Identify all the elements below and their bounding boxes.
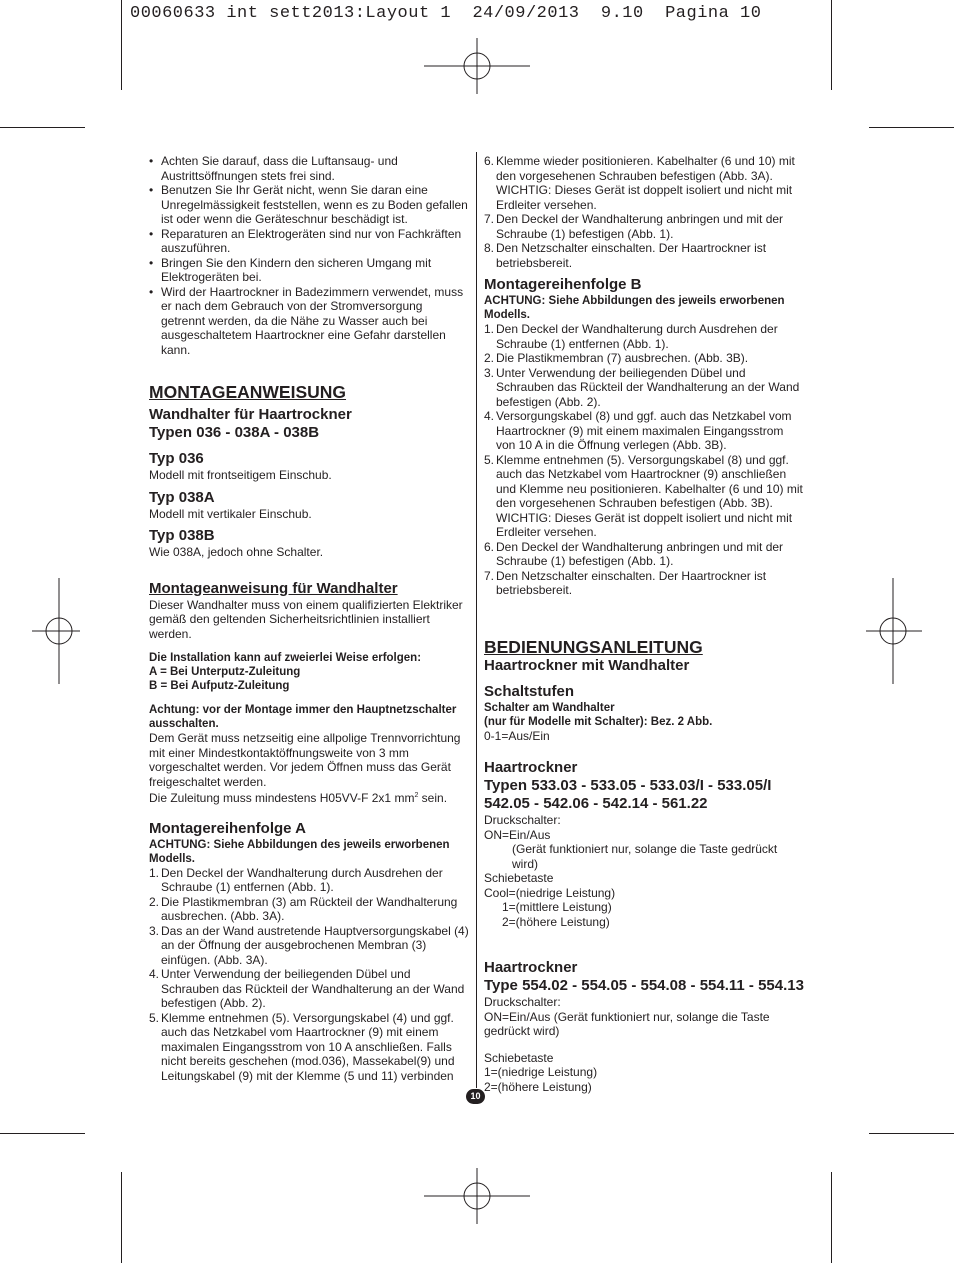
list-item: 3. Das an der Wand austretende Hauptversorgungskabel (4) an der Öffnung der ausgebrochenen Membran (3) einfügen. (Abb. 3A). <box>149 923 469 967</box>
list-item: 6. Den Deckel der Wandhalterung anbringen und mit der Schraube (1) befestigen (Abb. 1). <box>484 539 784 568</box>
haartrockner-wand-heading: Haartrockner mit Wandhalter <box>484 656 690 674</box>
list-item: • Benutzen Sie Ihr Gerät nicht, wenn Sie daran eine Unregelmässigkeit feststellen, wenn es zu Boden gefallen ist oder wenn die Geräteschnur beschädigt ist. <box>149 183 469 227</box>
left-column <box>149 154 469 1083</box>
crop-mark <box>869 1133 954 1134</box>
registration-mark-bottom <box>424 1168 530 1224</box>
druckschalter-label: Druckschalter: <box>484 995 561 1009</box>
typ036-heading: Typ 036 <box>149 450 204 467</box>
schiebetaste-cool: Cool=(niedrige Leistung) <box>484 885 616 900</box>
list-item: 2. Die Plastikmembran (3) am Rückteil der Wandhalterung ausbrechen. (Abb. 3A). <box>149 894 458 923</box>
typ036-text: Modell mit frontseitigem Einschub. <box>149 468 332 482</box>
install-option-a: A = Bei Unterputz-Zuleitung <box>149 666 301 678</box>
install-line: Die Installation kann auf zweierlei Weise erfolgen: <box>149 652 422 664</box>
typen-heading: Typen 036 - 038A - 038B <box>149 424 320 441</box>
montage-heading: MONTAGEANWEISUNG <box>149 382 347 402</box>
list-item: 7. Den Deckel der Wandhalterung anbringen und mit der Schraube (1) befestigen (Abb. 1). <box>484 212 784 241</box>
registration-mark-top <box>424 38 530 94</box>
list-item: 6. Klemme wieder positionieren. Kabelhalter (6 und 10) mit den vorgesehenen Schrauben befestigen (Abb. 3A). WICHTIG: Dieses Gerät ist doppelt isoliert und nicht mit Erdleiter versehen. <box>484 154 795 212</box>
achtung-montage: Achtung: vor der Montage immer den Hauptnetzschalter ausschalten. <box>149 704 457 730</box>
haartrockner-heading-2: Haartrockner <box>484 959 578 976</box>
typ038a-text: Modell mit vertikaler Einschub. <box>149 506 312 521</box>
bedienung-heading: BEDIENUNGSANLEITUNG <box>484 636 703 657</box>
haartrockner-typen: Typen 533.03 - 533.05 - 533.03/I - 533.05/I 542.05 - 542.06 - 542.14 - 561.22 <box>484 777 772 812</box>
folge-a-steps-continued <box>484 154 804 270</box>
schiebetaste-1: 1=(mittlere Leistung) <box>502 900 612 914</box>
typ038a-heading: Typ 038A <box>149 488 215 506</box>
druckschalter-label: Druckschalter: <box>484 813 561 827</box>
safety-list <box>149 154 469 357</box>
folge-a-heading: Montagereihenfolge A <box>149 819 306 837</box>
registration-mark-left <box>32 578 80 684</box>
crop-mark <box>869 127 954 128</box>
list-item: 2. Die Plastikmembran (7) ausbrechen. (Abb. 3B). <box>484 351 749 365</box>
haartrockner-heading: Haartrockner <box>484 759 578 776</box>
list-item: • Reparaturen an Elektrogeräten sind nur von Fachkräften auszuführen. <box>149 227 469 256</box>
schalter-line: Schalter am Wandhalter <box>484 701 615 714</box>
folge-a-achtung: ACHTUNG: Siehe Abbildungen des jeweils erworbenen Modells. <box>149 838 450 865</box>
list-item: 3. Unter Verwendung der beiliegenden Dübel und Schrauben das Rückteil der Wandhalterung an der Wand befestigen (Abb. 2). <box>484 365 800 409</box>
schiebetaste-2: 2=(höhere Leistung) <box>502 914 610 929</box>
list-item: 7. Den Netzschalter einschalten. Der Haartrockner ist betriebsbereit. <box>484 568 767 597</box>
druckschalter-on: ON=Ein/Aus (Gerät funktioniert nur, solange die Taste gedrückt wird) <box>484 1009 770 1038</box>
crop-mark <box>0 127 85 128</box>
folge-b-achtung: ACHTUNG: Siehe Abbildungen des jeweils erworbenen Modells. <box>484 295 785 321</box>
typ038b-heading: Typ 038B <box>149 527 215 544</box>
zuleitung-text <box>149 789 469 806</box>
schalter-line: 0-1=Aus/Ein <box>484 728 550 743</box>
list-item: • Bringen Sie den Kindern den sicheren Umgang mit Elektrogeräten bei. <box>149 256 469 285</box>
list-item: 5. Klemme entnehmen (5). Versorgungskabel (4) und ggf. auch das Netzkabel vom Haartrockner (9) mit einem maximalen Eingangsstrom von 10 A anschließen. Falls nicht bereits geschehen (mod.036), Massekabel(9) und Leitungskabel (9) mit der Klemme (5 und 11) verbinden <box>149 1010 455 1083</box>
list-item: 8. Den Netzschalter einschalten. Der Haartrockner ist betriebsbereit. <box>484 241 767 270</box>
list-item: 1. Den Deckel der Wandhalterung durch Ausdrehen der Schraube (1) entfernen (Abb. 1). <box>484 322 778 351</box>
schiebetaste-label: Schiebetaste <box>484 871 554 885</box>
list-item: 1. Den Deckel der Wandhalterung durch Ausdrehen der Schraube (1) entfernen (Abb. 1). <box>149 865 443 894</box>
schiebetaste-1: 1=(niedrige Leistung) <box>484 1065 598 1079</box>
page-number: 10 <box>466 1089 485 1104</box>
column-divider <box>476 152 477 1088</box>
print-slug: 00060633 int sett2013:Layout 1 24/09/2013 9.10 Pagina 10 <box>130 4 762 23</box>
druckschalter-note: (Gerät funktioniert nur, solange die Taste gedrückt wird) <box>512 842 778 871</box>
schaltstufen-heading: Schaltstufen <box>484 682 575 700</box>
crop-mark <box>0 1133 85 1134</box>
list-item: 4. Unter Verwendung der beiliegenden Dübel und Schrauben das Rückteil der Wandhalterung an der Wand befestigen (Abb. 2). <box>149 967 465 1010</box>
wandhalter-montage-heading: Montageanweisung für Wandhalter <box>149 579 398 597</box>
schalter-line: (nur für Modelle mit Schalter): Bez. 2 Abb. <box>484 715 713 728</box>
list-item: 5. Klemme entnehmen (5). Versorgungskabel (8) und ggf. auch das Netzkabel vom Haartrockner (9) anschließen und Klemme neu positionieren. Kabelhalter (6 und 10) mit den vorgesehenen Schrauben befestigen (Abb. 3B). WICHTIG: Dieses Gerät ist doppelt isoliert und nicht mit Erdleiter versehen. <box>484 452 803 539</box>
zuleitung-sup: 2 <box>414 792 419 799</box>
zuleitung-pre: Die Zuleitung muss mindestens H05VV-F 2x1 mm <box>149 791 415 805</box>
list-item: • Achten Sie darauf, dass die Luftansaug- und Austrittsöffnungen stets frei sind. <box>149 154 469 183</box>
trenn-text: Dem Gerät muss netzseitig eine allpolige Trennvorrichtung mit einer Mindestkontaktöffnungsweite von 3 mm vorgeschaltet werden. Vor jedem Öffnen muss das Gerät freigeschaltet werden. <box>149 731 461 789</box>
haartrockner-typen-2: Type 554.02 - 554.05 - 554.08 - 554.11 - 554.13 <box>484 977 804 994</box>
schiebetaste-2: 2=(höhere Leistung) <box>484 1079 592 1094</box>
wandhalter-montage-text: Dieser Wandhalter muss von einem qualifizierten Elektriker gemäß den geltenden Sicherheitsrichtlinien installiert werden. <box>149 597 463 641</box>
list-item: • Wird der Haartrockner in Badezimmern verwendet, muss er nach dem Gebrauch von der Stromversorgung getrennt werden, da die Nähe zu Wasser auch bei ausgeschaltetem Haartrockner eine Gefahr darstellen kann. <box>149 285 469 358</box>
wandhalter-heading: Wandhalter für Haartrockner <box>149 406 352 423</box>
crop-mark <box>121 1172 122 1263</box>
folge-b-heading: Montagereihenfolge B <box>484 276 642 293</box>
install-option-b: B = Bei Aufputz-Zuleitung <box>149 680 290 692</box>
crop-mark <box>831 1172 832 1263</box>
folge-b-steps <box>484 322 804 598</box>
list-item: 4. Versorgungskabel (8) und ggf. auch das Netzkabel vom Haartrockner (9) mit einem maximalen Eingangsstrom von 10 A in die Öffnung verlegen (Abb. 3B). <box>484 409 792 452</box>
zuleitung-post: sein. <box>418 791 448 805</box>
schiebetaste-label: Schiebetaste <box>484 1050 554 1065</box>
folge-a-steps <box>149 866 469 1084</box>
registration-mark-right <box>866 578 922 684</box>
typ038b-text: Wie 038A, jedoch ohne Schalter. <box>149 545 324 559</box>
right-column <box>484 154 804 1094</box>
druckschalter-on: ON=Ein/Aus <box>484 827 551 842</box>
crop-mark <box>121 0 122 90</box>
crop-mark <box>831 0 832 90</box>
